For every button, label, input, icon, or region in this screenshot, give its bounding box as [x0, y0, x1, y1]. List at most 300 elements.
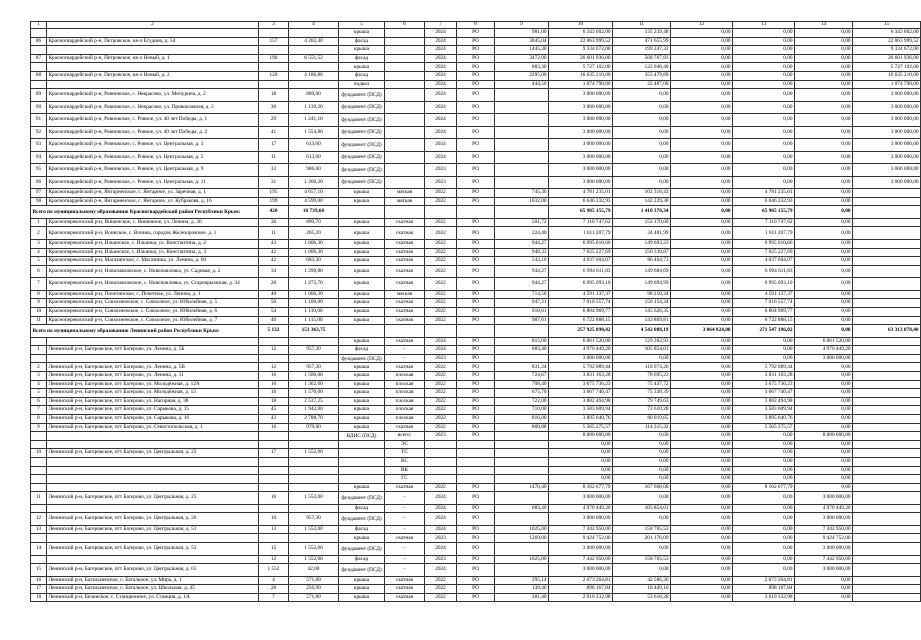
column-number: 12	[671, 22, 733, 29]
amount-cell: 152 170,00	[613, 218, 671, 227]
amount-cell: 3 667 740,47	[549, 389, 613, 398]
table-cell: РО	[457, 257, 495, 266]
amount-cell	[853, 504, 921, 513]
row-number: 94	[31, 151, 47, 164]
table-cell	[339, 466, 385, 475]
amount-cell: 3045,04	[495, 37, 549, 46]
table-cell: фундамент (ПСД)	[339, 164, 385, 177]
amount-cell: 0,00	[795, 457, 853, 466]
address-cell: Красноперекопский р-н, Ильинское, с. Ильинка, ул. Константина, д. 2	[47, 239, 259, 248]
table-cell: скатная	[385, 307, 425, 316]
amount-cell	[853, 248, 921, 257]
amount-cell: 5 727 102,00	[853, 63, 921, 72]
table-row	[31, 307, 921, 316]
table-cell: 50	[259, 299, 289, 308]
table-cell: 2022	[425, 423, 457, 432]
table-cell	[425, 325, 457, 338]
table-cell: 34	[259, 265, 289, 278]
amount-cell	[495, 176, 549, 189]
table-cell: 1 110,00	[289, 307, 339, 316]
amount-cell: 2295,00	[495, 71, 549, 80]
table-cell: 2022	[425, 380, 457, 389]
amount-cell	[853, 406, 921, 415]
table-cell: РО	[457, 37, 495, 46]
amount-cell: 7 442 950,00	[549, 555, 613, 564]
table-cell: скатная	[385, 278, 425, 291]
amount-cell: 714,50	[495, 290, 549, 299]
amount-cell: 0,00	[671, 239, 733, 248]
table-cell	[457, 466, 495, 475]
table-row	[31, 585, 921, 594]
amount-cell: 0,00	[671, 197, 733, 206]
amount-cell: 4 591 137,37	[549, 290, 613, 299]
amount-cell: 815,00	[495, 337, 549, 346]
row-number	[31, 432, 47, 441]
row-number: 2	[31, 363, 47, 372]
table-cell: 1 552	[259, 564, 289, 577]
amount-cell: 0,00	[733, 513, 795, 526]
table-row	[31, 432, 921, 441]
amount-cell: 0,00	[733, 176, 795, 189]
amount-cell: 6 994 611,83	[733, 265, 795, 278]
table-row	[31, 389, 921, 398]
row-number: 3	[31, 239, 47, 248]
table-cell: скатная	[385, 483, 425, 492]
table-row	[31, 37, 921, 46]
address-cell: Красногвардейский р-н, Петровское, кв-л Новый, д. 1	[47, 54, 259, 63]
amount-cell: 5 565 275,57	[733, 423, 795, 432]
amount-cell: 0,00	[795, 593, 853, 602]
table-cell: 28	[259, 278, 289, 291]
amount-cell: 3 000 000,00	[549, 354, 613, 363]
amount-cell: 0,00	[613, 176, 671, 189]
address-cell	[47, 29, 259, 38]
column-number: 14	[795, 22, 853, 29]
amount-cell: 9 334 672,00	[549, 46, 613, 55]
address-cell: Красногвардейский р-н, Ровновское, с. Ровное, ул. Центральная, д. 5	[47, 151, 259, 164]
row-number: 86	[31, 37, 47, 46]
amount-cell: 0,00	[671, 389, 733, 398]
amount-cell: 0,00	[613, 475, 671, 484]
amount-cell: 3 583 609,94	[733, 406, 795, 415]
amount-cell: 22 063 999,52	[549, 37, 613, 46]
amount-cell: 0,00	[613, 440, 671, 449]
amount-cell: 199 247,32	[613, 46, 671, 55]
row-number: 17	[31, 585, 47, 594]
column-number: 2	[47, 22, 259, 29]
amount-cell: 0,00	[733, 504, 795, 513]
amount-cell: 0,00	[795, 189, 853, 198]
amount-cell: 0,00	[795, 440, 853, 449]
amount-cell: 4 591 137,37	[733, 290, 795, 299]
table-cell	[259, 475, 289, 484]
address-cell: Ленинский р-н, Белинское, с. Станционное, ул. Станция, д. 1А	[47, 593, 259, 602]
amount-cell	[853, 449, 921, 458]
row-number: 92	[31, 126, 47, 139]
table-cell: фундамент (ПСД)	[339, 564, 385, 577]
table-cell: 16	[259, 371, 289, 380]
table-cell	[289, 46, 339, 55]
amount-cell	[853, 371, 921, 380]
amount-cell: 7 442 950,00	[549, 525, 613, 534]
table-cell	[385, 101, 425, 114]
amount-cell: 114 315,32	[613, 423, 671, 432]
table-cell: фундамент (ПСД)	[339, 126, 385, 139]
amount-cell: 0,00	[733, 337, 795, 346]
table-cell: 1 241,10	[289, 114, 339, 127]
table-cell: 2022	[425, 397, 457, 406]
amount-cell: 0,00	[733, 432, 795, 441]
amount-cell: 149 684,69	[613, 265, 671, 278]
amount-cell: 0,00	[671, 555, 733, 564]
table-cell	[289, 63, 339, 72]
row-number: 93	[31, 139, 47, 152]
amount-cell: 947,21	[495, 299, 549, 308]
table-row	[31, 114, 921, 127]
amount-cell: 1025,00	[495, 555, 549, 564]
amount-cell: 944,27	[495, 239, 549, 248]
table-cell: фундамент (ПСД)	[339, 513, 385, 526]
table-cell: -	[385, 555, 425, 564]
amount-cell: 6 646 232,93	[549, 197, 613, 206]
amount-cell	[853, 432, 921, 441]
amount-cell: 0,00	[671, 89, 733, 102]
table-row	[31, 371, 921, 380]
table-cell: плоская	[385, 397, 425, 406]
table-cell: 957,30	[289, 513, 339, 526]
amount-cell: 981,00	[495, 29, 549, 38]
row-number: 14	[31, 543, 47, 556]
amount-cell: 0,00	[671, 492, 733, 505]
row-number	[31, 457, 47, 466]
table-cell: -	[385, 525, 425, 534]
amount-cell: 0,00	[671, 46, 733, 55]
table-cell: ВК	[385, 466, 425, 475]
address-cell	[47, 504, 259, 513]
table-cell: РО	[457, 227, 495, 240]
table-cell: 1 006,30	[289, 290, 339, 299]
amount-cell: 3 675 736,23	[549, 380, 613, 389]
amount-cell: 0,00	[795, 307, 853, 316]
table-cell: 12	[259, 555, 289, 564]
table-row	[31, 397, 921, 406]
table-cell	[289, 534, 339, 543]
amount-cell: 7 110 747,62	[549, 218, 613, 227]
amount-cell: 6 995 093,10	[733, 278, 795, 291]
amount-cell: 708,40	[495, 380, 549, 389]
table-cell: 4 542 088,19	[613, 325, 671, 338]
row-number	[31, 534, 47, 543]
amount-cell: 1445,30	[495, 46, 549, 55]
amount-cell: 0,00	[795, 299, 853, 308]
amount-cell: 75 338,39	[613, 389, 671, 398]
table-cell: РО	[457, 576, 495, 585]
amount-cell: 80 019,65	[613, 414, 671, 423]
column-number: 4	[289, 22, 339, 29]
amount-cell: 0,00	[733, 46, 795, 55]
row-number	[31, 504, 47, 513]
table-row	[31, 449, 921, 458]
row-number: 8	[31, 290, 47, 299]
table-cell	[259, 504, 289, 513]
table-row	[31, 265, 921, 278]
amount-cell: 0,00	[671, 189, 733, 198]
amount-cell: 471 655,99	[613, 37, 671, 46]
amount-cell: 0,00	[671, 151, 733, 164]
table-cell: РО	[457, 63, 495, 72]
amount-cell: 0,00	[733, 346, 795, 355]
amount-cell: 724,67	[495, 371, 549, 380]
table-cell: 65 905 155,79	[733, 206, 795, 219]
address-cell	[47, 432, 259, 441]
amount-cell: 0,00	[795, 176, 853, 189]
total-label: Всего по муниципальному образованию Красногвардейский район Республики Крым:	[31, 206, 259, 219]
table-cell: 31	[259, 176, 289, 189]
address-cell: Ленинский р-н, Батальненское, с. Батальное, ул. Мира, д. 1	[47, 576, 259, 585]
table-cell: 2022	[425, 189, 457, 198]
amount-cell: 4 037 604,07	[733, 257, 795, 266]
row-number	[31, 555, 47, 564]
column-number: 13	[733, 22, 795, 29]
amount-cell: 135 239,48	[613, 29, 671, 38]
table-cell: 2024	[425, 63, 457, 72]
amount-cell: 7 442 950,00	[795, 555, 853, 564]
table-cell: 1 006,30	[289, 248, 339, 257]
amount-cell: 3 000 000,00	[853, 101, 921, 114]
amount-cell: 0,00	[795, 449, 853, 458]
amount-cell	[853, 585, 921, 594]
amount-cell: 0,00	[795, 371, 853, 380]
amount-cell: 0,00	[671, 397, 733, 406]
amount-cell: 79 749,63	[613, 397, 671, 406]
table-cell: 2024	[425, 37, 457, 46]
amount-cell: 0,00	[671, 307, 733, 316]
amount-cell	[853, 257, 921, 266]
row-number	[31, 475, 47, 484]
amount-cell: 0,00	[795, 101, 853, 114]
amount-cell: 0,00	[671, 371, 733, 380]
row-number: 91	[31, 114, 47, 127]
table-cell: 1 290,80	[289, 265, 339, 278]
table-row	[31, 337, 921, 346]
row-number	[31, 46, 47, 55]
amount-cell: 0,00	[671, 63, 733, 72]
amount-cell: 0,00	[671, 380, 733, 389]
table-cell: РО	[457, 71, 495, 80]
amount-cell: 0,00	[613, 449, 671, 458]
table-cell: 190	[259, 54, 289, 63]
table-cell	[339, 206, 385, 219]
table-cell	[289, 440, 339, 449]
amount-cell: 6 995 010,66	[549, 239, 613, 248]
table-cell: 1 100,00	[289, 299, 339, 308]
table-cell: 1 552,00	[289, 492, 339, 505]
table-cell: 10	[259, 513, 289, 526]
table-cell	[259, 483, 289, 492]
amount-cell: 1 074 798,00	[853, 80, 921, 89]
table-cell: крыша	[339, 278, 385, 291]
amount-cell: 1032,00	[495, 197, 549, 206]
row-number: 4	[31, 248, 47, 257]
table-cell: 2022	[425, 278, 457, 291]
row-number: 98	[31, 197, 47, 206]
amount-cell	[495, 492, 549, 505]
table-cell: фасад	[339, 525, 385, 534]
amount-cell: 2 073 264,81	[549, 576, 613, 585]
table-cell: 15	[259, 543, 289, 556]
table-cell: ВС	[385, 457, 425, 466]
amount-cell: 0,00	[671, 564, 733, 577]
table-cell: 2022	[425, 414, 457, 423]
table-cell	[385, 89, 425, 102]
amount-cell: 710,00	[495, 406, 549, 415]
table-cell: -	[385, 564, 425, 577]
table-cell: 10 739,60	[289, 206, 339, 219]
amount-cell: 5 727 102,00	[549, 63, 613, 72]
table-cell: 2024	[425, 101, 457, 114]
row-number: 1	[31, 218, 47, 227]
amount-cell: 18 449,10	[613, 585, 671, 594]
amount-cell: 0,00	[671, 54, 733, 63]
amount-cell: 7 016 557,74	[549, 299, 613, 308]
table-cell: 16	[259, 380, 289, 389]
table-cell: 4	[259, 576, 289, 585]
table-cell: 2022	[425, 585, 457, 594]
table-cell: РО	[457, 139, 495, 152]
address-cell: Ленинский р-н, Багеровское, пгт Багерово, ул. Сарыкова, д. 16	[47, 414, 259, 423]
amount-cell: 8 000 000,00	[795, 432, 853, 441]
table-cell: РО	[457, 80, 495, 89]
table-cell: 2022	[425, 593, 457, 602]
amount-cell: 1470,40	[495, 483, 549, 492]
table-cell: 2024	[425, 80, 457, 89]
amount-cell: 98 250,34	[613, 290, 671, 299]
table-cell	[385, 114, 425, 127]
table-cell: 613,00	[289, 139, 339, 152]
amount-cell: 0,00	[671, 265, 733, 278]
table-cell: 2 788,70	[289, 414, 339, 423]
table-cell: РО	[457, 354, 495, 363]
amount-cell: 0,00	[671, 457, 733, 466]
table-row	[31, 63, 921, 72]
table-cell	[385, 151, 425, 164]
table-cell: 16	[259, 423, 289, 432]
amount-cell	[853, 564, 921, 577]
amount-cell: 0,00	[795, 71, 853, 80]
amount-cell: 0,00	[733, 54, 795, 63]
table-cell: скатная	[385, 218, 425, 227]
table-cell: РО	[457, 585, 495, 594]
table-cell: 18	[259, 89, 289, 102]
amount-cell: 7 016 557,74	[733, 299, 795, 308]
table-cell: крыша	[339, 239, 385, 248]
table-cell	[385, 46, 425, 55]
table-cell	[495, 206, 549, 219]
address-cell: Ленинский р-н, Багеровское, пгт Багерово, ул. Молодёжная, д. 12А	[47, 380, 259, 389]
amount-cell: 381,40	[495, 593, 549, 602]
amount-cell: 201 176,09	[613, 534, 671, 543]
amount-cell	[495, 513, 549, 526]
row-number: 87	[31, 54, 47, 63]
amount-cell: 73 610,28	[613, 406, 671, 415]
address-cell: Ленинский р-н, Багеровское, пгт Багерово, ул. Нагорная, д. 38	[47, 397, 259, 406]
table-cell: крыша	[339, 593, 385, 602]
table-cell	[259, 354, 289, 363]
table-cell: РО	[457, 534, 495, 543]
table-cell: 13	[259, 525, 289, 534]
table-cell: 43	[259, 239, 289, 248]
table-cell: 33	[259, 164, 289, 177]
amount-cell: 34 481,99	[613, 227, 671, 240]
column-number: 9	[495, 22, 549, 29]
table-cell: РО	[457, 371, 495, 380]
table-cell: фундамент (ПСД)	[339, 176, 385, 189]
amount-cell: 22 063 999,52	[853, 37, 921, 46]
table-cell: РО	[457, 555, 495, 564]
table-row	[31, 126, 921, 139]
address-cell: Ленинский р-н, Батальненское, с. Батальное, ул. Школьная, д. 45	[47, 585, 259, 594]
table-cell	[425, 449, 457, 458]
table-cell: -	[385, 354, 425, 363]
amount-cell: 0,00	[795, 227, 853, 240]
table-cell: крыша	[339, 197, 385, 206]
table-cell: крыша	[339, 227, 385, 240]
table-cell	[425, 466, 457, 475]
table-cell: 2022	[425, 371, 457, 380]
table-cell: 2022	[425, 239, 457, 248]
amount-cell: 0,00	[795, 89, 853, 102]
amount-cell	[853, 290, 921, 299]
amount-cell: 0,00	[795, 80, 853, 89]
table-cell: 2024	[425, 337, 457, 346]
address-cell	[47, 555, 259, 564]
amount-cell	[853, 299, 921, 308]
table-row	[31, 227, 921, 240]
amount-cell: 918,61	[495, 307, 549, 316]
table-cell	[289, 337, 339, 346]
table-row	[31, 525, 921, 534]
amount-cell: 0,00	[671, 139, 733, 152]
amount-cell: 5 792 089,44	[733, 363, 795, 372]
amount-cell: 501,72	[495, 218, 549, 227]
amount-cell: 0,00	[795, 46, 853, 55]
row-number	[31, 483, 47, 492]
amount-cell: 0,00	[795, 197, 853, 206]
table-cell	[425, 457, 457, 466]
amount-cell: 0,00	[733, 37, 795, 46]
amount-cell: 0,00	[671, 126, 733, 139]
row-number: 10	[31, 449, 47, 458]
amount-cell: 3 000 000,00	[853, 151, 921, 164]
address-cell: Красноперекопский р-н, Новопавловское, с. Новопавловка, ул. Садовая, д. 2	[47, 265, 259, 278]
amount-cell: 0,00	[671, 414, 733, 423]
table-cell: РО	[457, 189, 495, 198]
table-row	[31, 440, 921, 449]
amount-cell: 809,88	[495, 423, 549, 432]
amount-cell: 4 970 449,20	[795, 346, 853, 355]
row-number: 90	[31, 101, 47, 114]
amount-cell: 6 061 520,00	[795, 337, 853, 346]
table-cell	[457, 325, 495, 338]
table-cell: скатная	[385, 337, 425, 346]
amount-cell	[495, 164, 549, 177]
amount-cell: 150 339,87	[613, 248, 671, 257]
table-cell: 1 570,00	[289, 389, 339, 398]
address-cell: Ленинский р-н, Багеровское, пгт Багерово, ул. Центральная, д. 26	[47, 513, 259, 526]
row-number: 13	[31, 525, 47, 534]
table-row	[31, 504, 921, 513]
table-cell: РО	[457, 307, 495, 316]
